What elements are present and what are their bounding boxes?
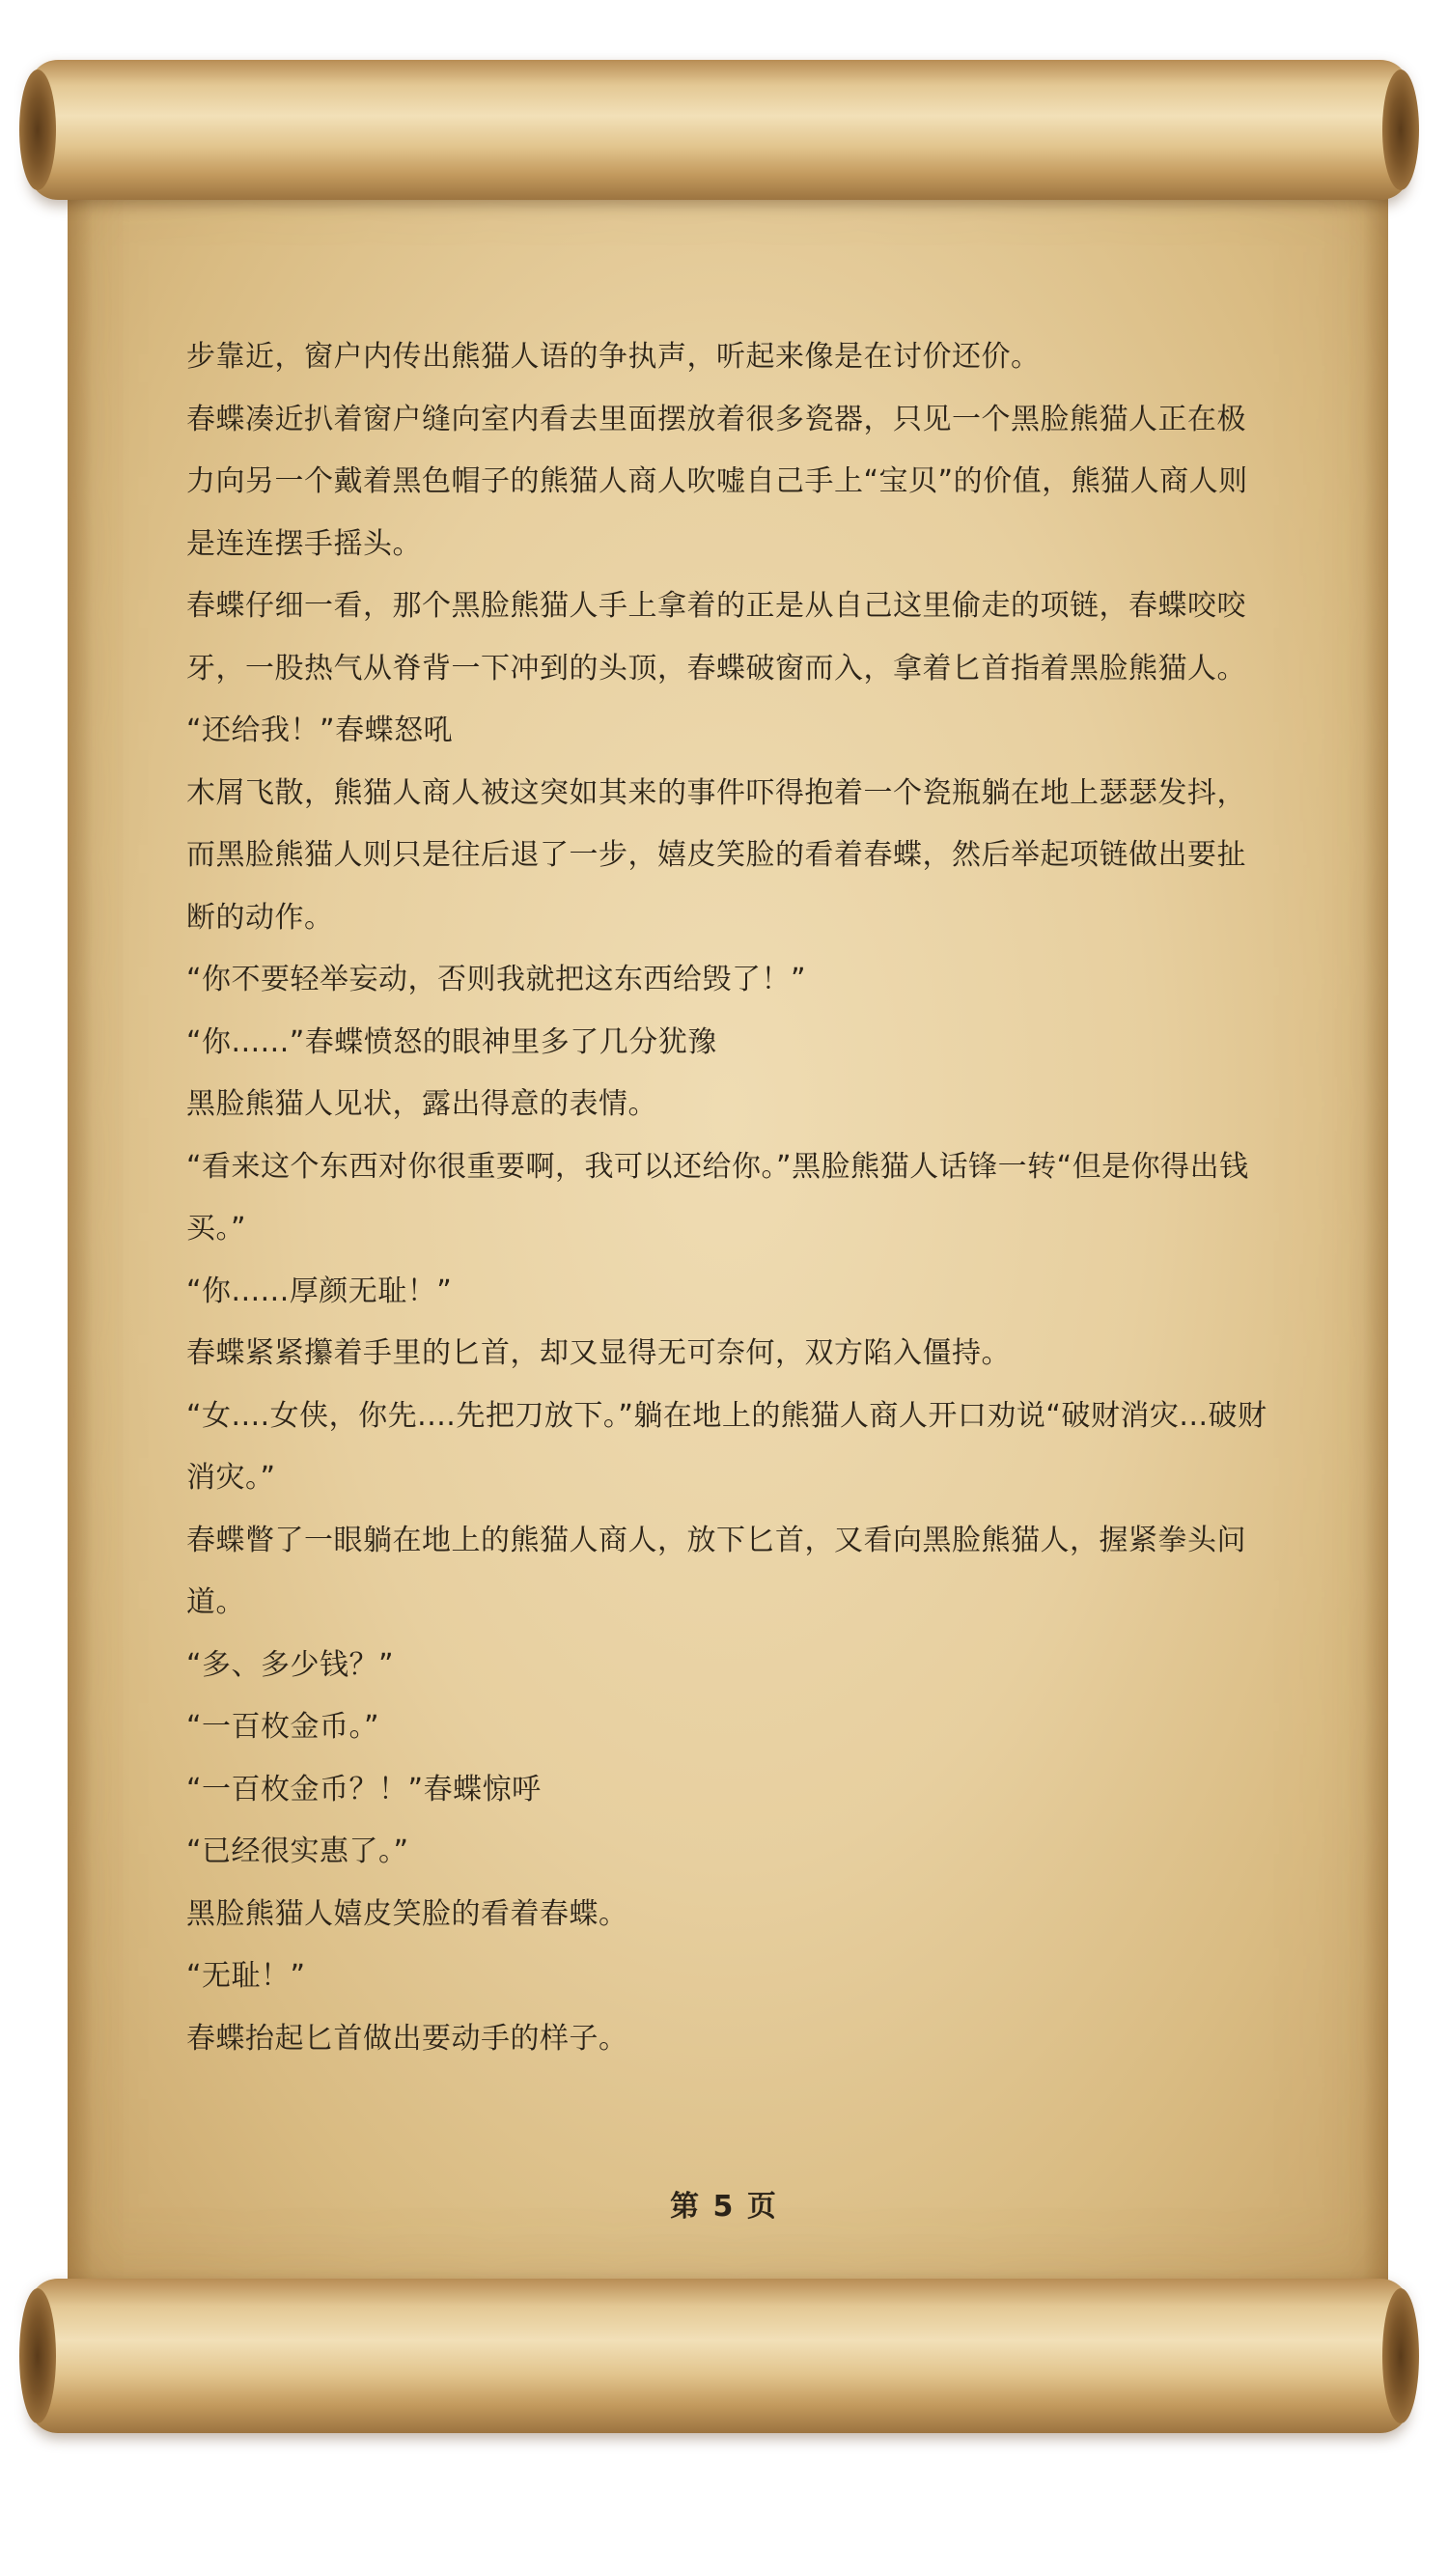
- paragraph: 步靠近，窗户内传出熊猫人语的争执声，听起来像是在讨价还价。: [186, 340, 1041, 374]
- paragraph: “一百枚金币？！”春蝶惊呼: [186, 1772, 542, 1806]
- paragraph: 春蝶紧紧攥着手里的匕首，却又显得无可奈何，双方陷入僵持。: [186, 1336, 1011, 1370]
- paragraph: “女....女侠，你先....先把刀放下。”躺在地上的熊猫人商人开口劝说“破财消灾...破财消灾。”: [186, 1398, 1267, 1495]
- paragraph: 春蝶凑近扒着窗户缝向室内看去里面摆放着很多瓷器，只见一个黑脸熊猫人正在极力向另一个戴着黑色帽子的熊猫人商人吹嘘自己手上“宝贝”的价值，熊猫人商人则是连连摆手摇头。: [186, 402, 1248, 561]
- roll-end-right: [1382, 2288, 1419, 2423]
- paragraph: 春蝶仔细一看，那个黑脸熊猫人手上拿着的正是从自己这里偷走的项链，春蝶咬咬牙，一股热气从脊背一下冲到的头顶，春蝶破窗而入，拿着匕首指着黑脸熊猫人。: [186, 589, 1246, 686]
- paragraph: “你......”春蝶愤怒的眼神里多了几分犹豫: [186, 1024, 717, 1059]
- paragraph: “你......厚颜无耻！”: [186, 1274, 453, 1308]
- paragraph: “你不要轻举妄动，否则我就把这东西给毁了！”: [186, 963, 807, 996]
- roll-end-right: [1382, 70, 1419, 190]
- roll-end-left: [19, 2288, 56, 2423]
- page-number: 第 5 页: [670, 2190, 778, 2224]
- scroll-roll-bottom: [29, 2279, 1409, 2433]
- paragraph: 春蝶抬起匕首做出要动手的样子。: [186, 2021, 628, 2056]
- paragraph: “多、多少钱？”: [186, 1647, 395, 1682]
- story-text: [186, 326, 1267, 2070]
- paragraph: “一百枚金币。”: [186, 1710, 380, 1744]
- paragraph: “看来这个东西对你很重要啊，我可以还给你。”黑脸熊猫人话锋一转“但是你得出钱买。”: [186, 1149, 1249, 1246]
- paragraph: 春蝶瞥了一眼躺在地上的熊猫人商人，放下匕首，又看向黑脸熊猫人，握紧拳头问道。: [186, 1523, 1246, 1619]
- paragraph: 黑脸熊猫人见状，露出得意的表情。: [186, 1087, 657, 1121]
- paragraph: 木屑飞散，熊猫人商人被这突如其来的事件吓得抱着一个瓷瓶躺在地上瑟瑟发抖，而黑脸熊猫人则只是往后退了一步，嬉皮笑脸的看着春蝶，然后举起项链做出要扯断的动作。: [186, 775, 1246, 935]
- scroll-roll-top: [29, 60, 1409, 200]
- paragraph: “已经很实惠了。”: [186, 1834, 409, 1868]
- paragraph: “无耻！”: [186, 1959, 306, 1993]
- roll-end-left: [19, 70, 56, 190]
- paragraph: 黑脸熊猫人嬉皮笑脸的看着春蝶。: [186, 1896, 628, 1931]
- paragraph: “还给我！”春蝶怒吼: [186, 714, 454, 747]
